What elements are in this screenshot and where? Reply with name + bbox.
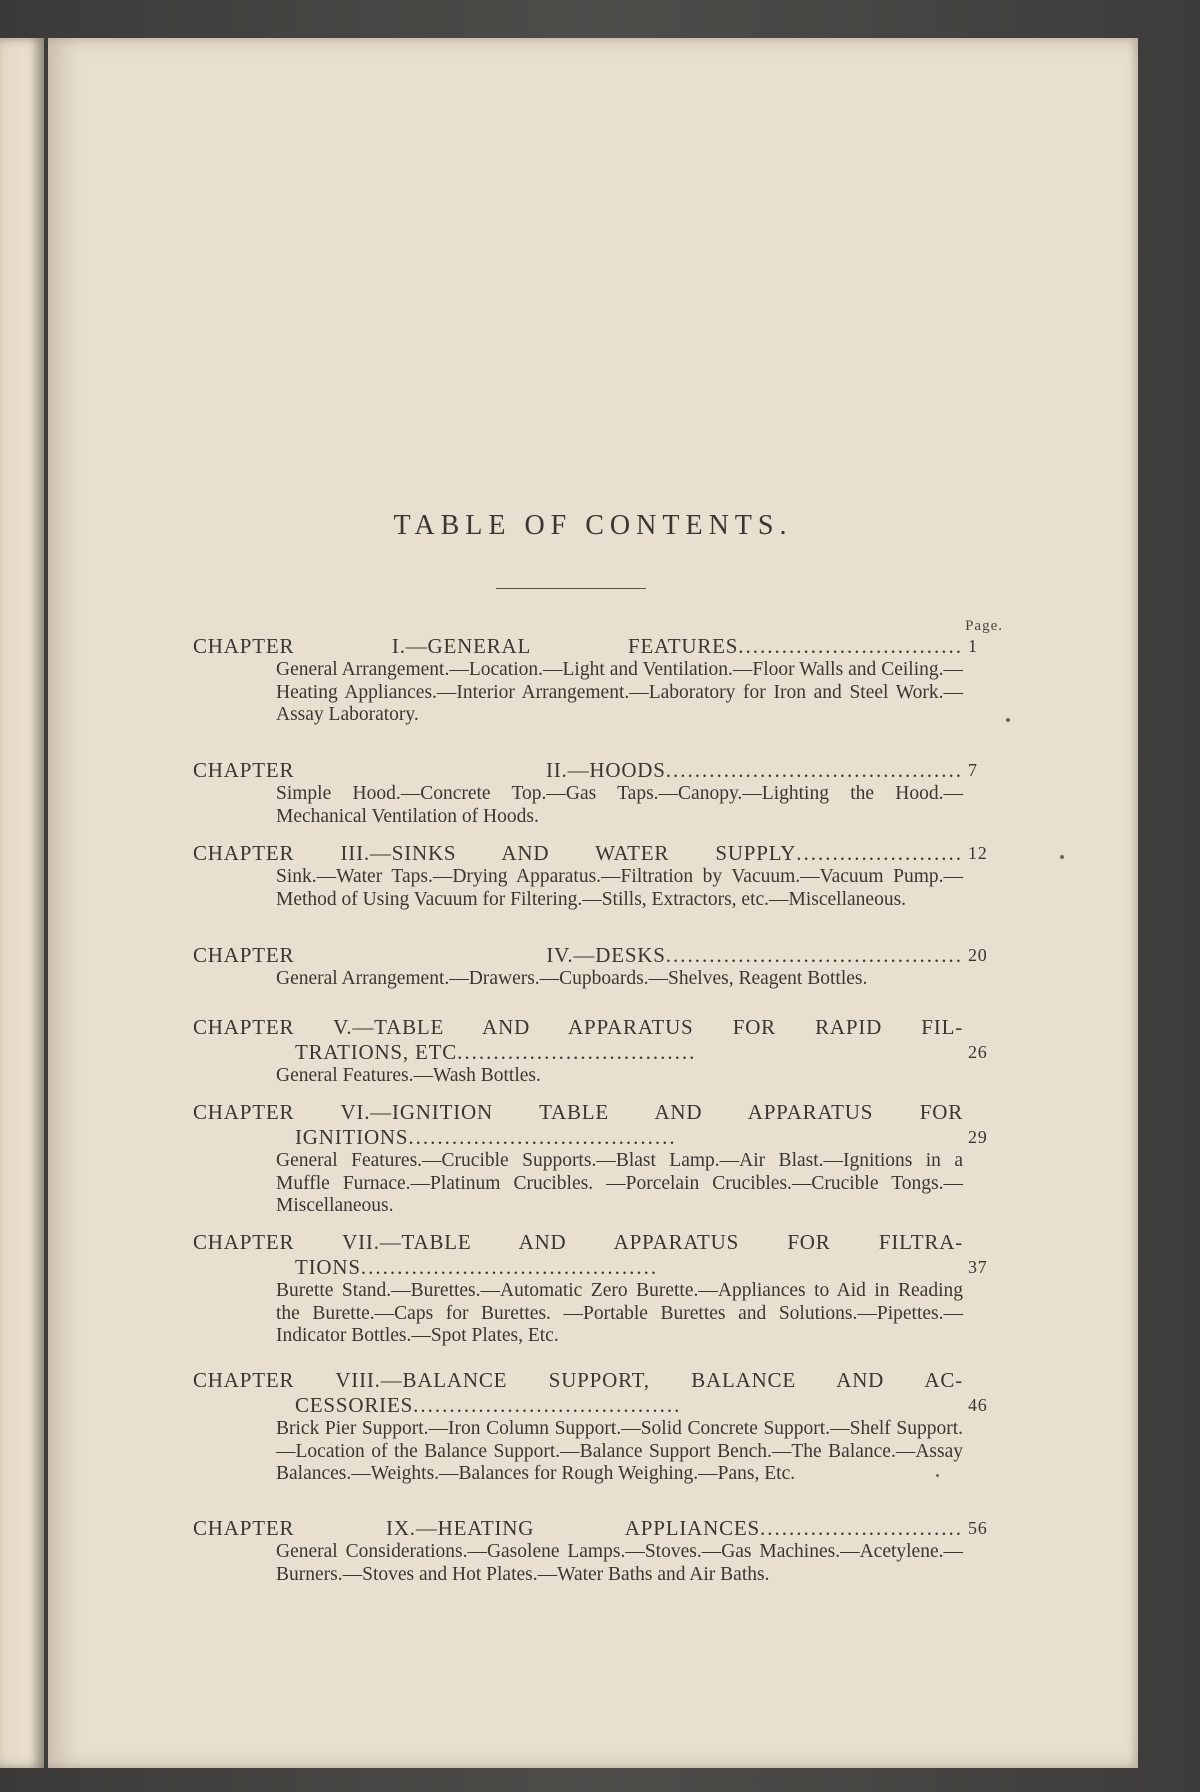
chapter-title-line2: IGNITIONS <box>295 1125 409 1149</box>
paper-speck <box>936 1474 939 1477</box>
chapter-title-continued <box>193 1040 963 1065</box>
chapter-title: CHAPTER II.—HOODS <box>193 758 666 782</box>
chapter-heading <box>193 1516 1008 1541</box>
chapter-title-line2: CESSORIES <box>295 1393 414 1417</box>
dot-leader: ................................. <box>457 1040 697 1064</box>
page-number: 12 <box>968 843 988 863</box>
paper-speck <box>1006 718 1010 722</box>
toc-entry[interactable] <box>193 1100 1008 1218</box>
dot-leader: ......................................... <box>665 758 963 782</box>
toc-entry[interactable] <box>193 634 1008 727</box>
paper-speck <box>1060 855 1064 859</box>
page-title: TABLE OF CONTENTS. <box>393 510 793 541</box>
dot-leader: ..................................... <box>413 1393 682 1417</box>
chapter-heading <box>193 1015 1008 1065</box>
dot-leader: ......................................... <box>360 1255 659 1279</box>
chapter-heading <box>193 1100 1008 1150</box>
toc-entry[interactable] <box>193 841 1008 911</box>
chapter-title: CHAPTER I.—GENERAL FEATURES <box>193 634 739 658</box>
chapter-description: General Features.—Crucible Supports.—Blast Lamp.—Air Blast.—Ignitions in a Muffle Furnace.—Platinum Crucibles. —Porcelain Crucibles.—Crucible Tongs.—Miscellaneous. <box>276 1150 963 1216</box>
page-number: 26 <box>968 1042 988 1062</box>
chapter-heading <box>193 841 1008 866</box>
chapter-heading <box>193 1230 1008 1280</box>
page-column-header: Page. <box>965 618 1003 634</box>
toc-entry[interactable] <box>193 943 1008 991</box>
toc-entry[interactable] <box>193 1015 1008 1088</box>
chapter-heading <box>193 758 1008 783</box>
chapter-title: CHAPTER VII.—TABLE AND APPARATUS FOR FILTRA- <box>193 1230 963 1254</box>
chapter-description: General Arrangement.—Drawers.—Cupboards.—Shelves, Reagent Bottles. <box>276 968 868 989</box>
toc-entry[interactable] <box>193 1230 1008 1348</box>
title-rule <box>496 588 646 589</box>
chapter-title-continued <box>193 1255 963 1280</box>
chapter-title: CHAPTER IX.—HEATING APPLIANCES <box>193 1516 760 1540</box>
dot-leader: ............................... <box>738 634 963 658</box>
chapter-title: CHAPTER V.—TABLE AND APPARATUS FOR RAPID FIL- <box>193 1015 963 1039</box>
chapter-description: General Considerations.—Gasolene Lamps.—Stoves.—Gas Machines.—Acetylene.—Burners.—Stoves and Hot Plates.—Water Baths and Air Baths. <box>276 1541 963 1585</box>
toc-entry[interactable] <box>193 1368 1008 1486</box>
page-number: 20 <box>968 945 988 965</box>
page-number: 29 <box>968 1127 988 1147</box>
chapter-title: CHAPTER IV.—DESKS <box>193 943 666 967</box>
chapter-title-continued <box>193 1393 963 1418</box>
page-number: 7 <box>968 760 978 780</box>
dot-leader: ..................................... <box>408 1125 677 1149</box>
page-number: 37 <box>968 1257 988 1277</box>
chapter-description: Sink.—Water Taps.—Drying Apparatus.—Filtration by Vacuum.—Vacuum Pump.—Method of Using Vacuum for Filtering.—Stills, Extractors, etc.—Miscellaneous. <box>276 866 963 910</box>
chapter-title-line2: TRATIONS, ETC <box>295 1040 458 1064</box>
book-page <box>48 38 1138 1768</box>
chapter-description: Burette Stand.—Burettes.—Automatic Zero Burette.—Appliances to Aid in Reading the Burette.—Caps for Burettes. —Portable Burettes and Solutions.—Pipettes.—Indicator Bottles.—Spot Plates, Etc. <box>276 1280 963 1346</box>
chapter-title-continued <box>193 1125 963 1150</box>
dot-leader: ............................ <box>760 1516 963 1540</box>
facing-page-edge <box>0 38 44 1768</box>
chapter-title: CHAPTER III.—SINKS AND WATER SUPPLY <box>193 841 797 865</box>
chapter-heading <box>193 943 1008 968</box>
chapter-heading <box>193 1368 1008 1418</box>
chapter-description: Brick Pier Support.—Iron Column Support.—Solid Concrete Support.—Shelf Support.—Location of the Balance Support.—Balance Support Bench.—The Balance.—Assay Balances.—Weights.—Balances for Rough Weighing.—Pans, Etc. <box>276 1418 963 1484</box>
dot-leader: ....................... <box>796 841 963 865</box>
page-number: 1 <box>968 636 978 656</box>
page-number: 56 <box>968 1518 988 1538</box>
chapter-heading <box>193 634 1008 659</box>
chapter-title-line2: TIONS <box>295 1255 361 1279</box>
chapter-description: Simple Hood.—Concrete Top.—Gas Taps.—Canopy.—Lighting the Hood.—Mechanical Ventilation of Hoods. <box>276 783 963 827</box>
page-number: 46 <box>968 1395 988 1415</box>
chapter-title: CHAPTER VI.—IGNITION TABLE AND APPARATUS FOR <box>193 1100 963 1124</box>
chapter-description: General Features.—Wash Bottles. <box>276 1065 541 1086</box>
toc-entry[interactable] <box>193 1516 1008 1586</box>
dot-leader: ......................................... <box>665 943 963 967</box>
toc-entry[interactable] <box>193 758 1008 828</box>
chapter-description: General Arrangement.—Location.—Light and Ventilation.—Floor Walls and Ceiling.—Heating Appliances.—Interior Arrangement.—Laboratory for Iron and Steel Work.—Assay Laboratory. <box>276 659 963 725</box>
chapter-title: CHAPTER VIII.—BALANCE SUPPORT, BALANCE AND AC- <box>193 1368 963 1392</box>
